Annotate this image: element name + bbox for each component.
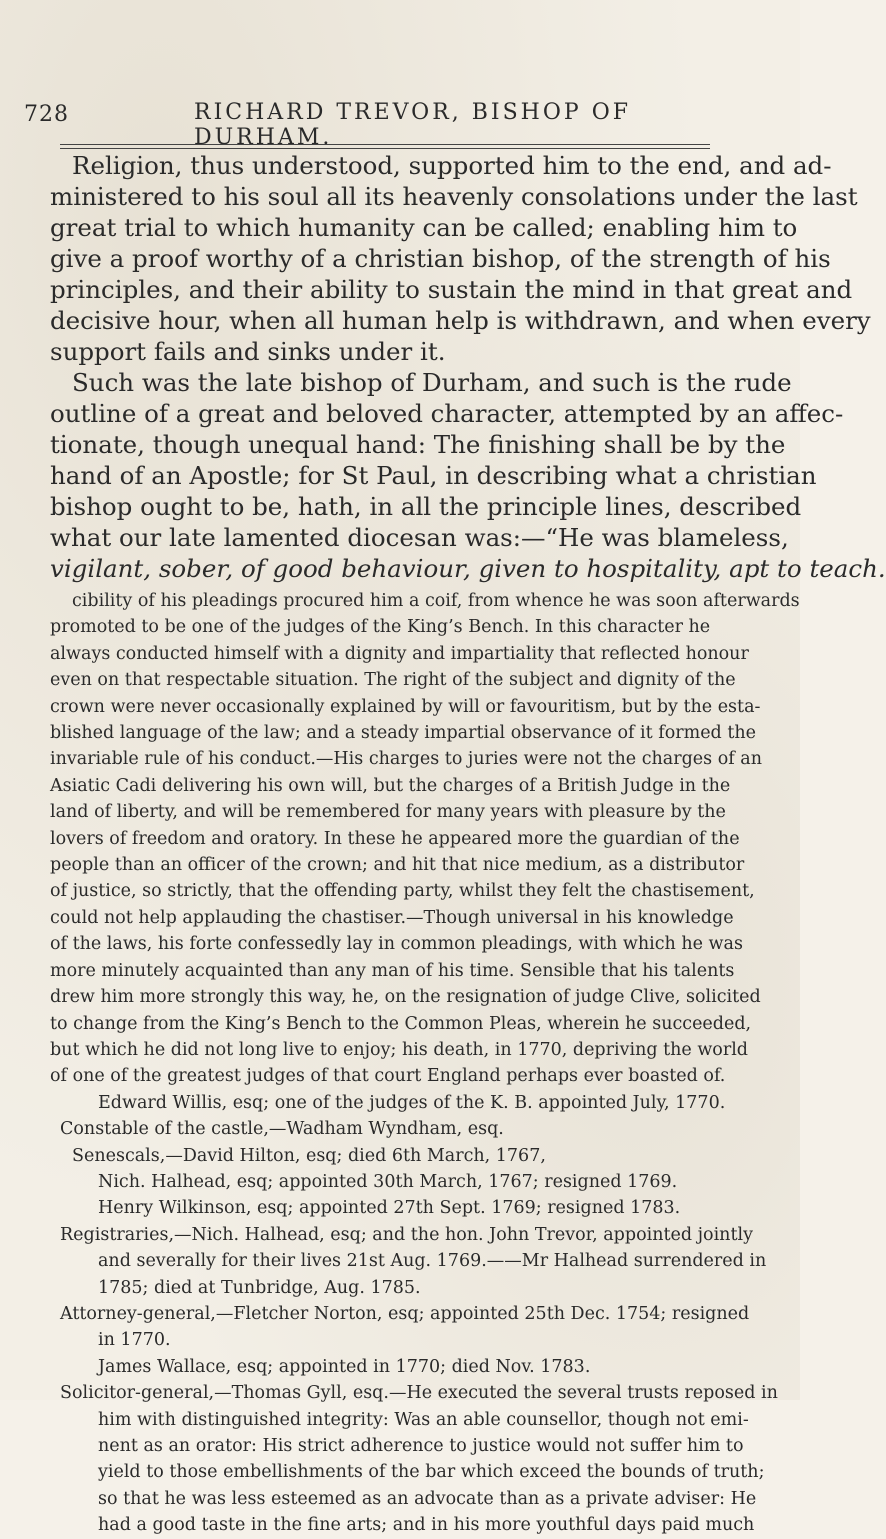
note-line: of the laws, his forte confessedly lay in common pleadings, with which he was	[50, 934, 743, 955]
note-line: land of liberty, and will be remembered for many years with pleasure by the	[50, 802, 726, 823]
note-line: Asiatic Cadi delivering his own will, but the charges of a British Judge in the	[50, 775, 731, 796]
body-line: bishop ought to be, hath, in all the principle lines, described	[50, 492, 802, 521]
body-line: Such was the late bishop of Durham, and such is the rude	[72, 368, 792, 397]
note-line: blished language of the law; and a steady impartial observance of it formed the	[50, 723, 756, 744]
note-line: had a good taste in the fine arts; and in his more youthful days paid much	[98, 1515, 755, 1536]
note-line: Henry Wilkinson, esq; appointed 27th Sept. 1769; resigned 1783.	[98, 1198, 681, 1219]
body-line: decisive hour, when all human help is withdrawn, and when every	[50, 306, 871, 335]
note-line: of justice, so strictly, that the offending party, whilst they felt the chastisement,	[50, 881, 755, 902]
body-line: ministered to his soul all its heavenly consolations under the last	[50, 182, 858, 211]
note-line: Nich. Halhead, esq; appointed 30th March, 1767; resigned 1769.	[98, 1171, 678, 1192]
page-body	[50, 150, 886, 1539]
note-line: of one of the greatest judges of that court England perhaps ever boasted of.	[50, 1066, 726, 1087]
body-line: hand of an Apostle; for St Paul, in describing what a christian	[50, 461, 817, 490]
note-line: Senescals,—David Hilton, esq; died 6th March, 1767,	[72, 1145, 546, 1166]
body-line: what our late lamented diocesan was:—“He was blameless,	[50, 523, 789, 552]
note-line: Registraries,—Nich. Halhead, esq; and the hon. John Trevor, appointed jointly	[60, 1224, 753, 1245]
note-line: in 1770.	[98, 1330, 171, 1351]
note-line: invariable rule of his conduct.—His charges to juries were not the charges of an	[50, 749, 762, 770]
note-line: more minutely acquainted than any man of his time. Sensible that his talents	[50, 960, 735, 981]
note-line: drew him more strongly this way, he, on the resignation of judge Clive, solicited	[50, 987, 761, 1008]
note-line: Attorney-general,—Fletcher Norton, esq; appointed 25th Dec. 1754; resigned	[60, 1303, 750, 1324]
body-line: principles, and their ability to sustain the mind in that great and	[50, 275, 853, 304]
body-line: Religion, thus understood, supported him to the end, and ad-	[72, 151, 832, 180]
note-line: nent as an orator: His strict adherence to justice would not suffer him to	[98, 1436, 744, 1456]
running-title: RICHARD TREVOR, BISHOP OF DURHAM.	[194, 100, 631, 150]
note-line: and severally for their lives 21st Aug. 1769.——Mr Halhead surrendered in	[98, 1251, 767, 1272]
note-line: Edward Willis, esq; one of the judges of the K. B. appointed July, 1770.	[98, 1092, 726, 1113]
page-number: 728	[24, 102, 69, 127]
note-line: lovers of freedom and oratory. In these he appeared more the guardian of the	[50, 828, 740, 849]
body-line: give a proof worthy of a christian bishop, of the strength of his	[50, 244, 831, 273]
note-line: to change from the King’s Bench to the Common Pleas, wherein he succeeded,	[50, 1013, 752, 1034]
note-line: promoted to be one of the judges of the King’s Bench. In this character he	[50, 617, 711, 638]
note-line: crown were never occasionally explained by will or favouritism, but by the esta-	[50, 696, 761, 717]
note-line: yield to those embellishments of the bar which exceed the bounds of truth;	[98, 1462, 765, 1483]
body-line: vigilant, sober, of good behaviour, given to hospitality, apt to teach.	[50, 554, 886, 583]
note-line: Solicitor-general,—Thomas Gyll, esq.—He executed the several trusts reposed in	[60, 1383, 778, 1404]
page-header	[24, 100, 764, 150]
note-line: could not help applauding the chastiser.—Though universal in his knowledge	[50, 907, 734, 928]
header-rule	[60, 144, 710, 149]
note-line: but which he did not long live to enjoy; his death, in 1770, depriving the world	[50, 1039, 749, 1060]
body-line: support fails and sinks under it.	[50, 337, 446, 366]
note-line: cibility of his pleadings procured him a coif, from whence he was soon afterwards	[72, 591, 800, 611]
note-line: so that he was less esteemed as an advocate than as a private adviser: He	[98, 1488, 757, 1509]
note-line: people than an officer of the crown; and hit that nice medium, as a distributor	[50, 855, 745, 876]
note-line: 1785; died at Tunbridge, Aug. 1785.	[98, 1277, 421, 1298]
note-line: Constable of the castle,—Wadham Wyndham, esq.	[60, 1119, 504, 1140]
note-line: even on that respectable situation. The right of the subject and dignity of the	[50, 670, 736, 691]
body-line: outline of a great and beloved character, attempted by an affec-	[50, 399, 844, 428]
body-line: great trial to which humanity can be called; enabling him to	[50, 213, 798, 242]
note-line: always conducted himself with a dignity and impartiality that reflected honour	[50, 643, 749, 664]
note-line: him with distinguished integrity: Was an able counsellor, though not emi-	[98, 1409, 749, 1430]
body-line: tionate, though unequal hand: The finishing shall be by the	[50, 430, 786, 459]
note-line: James Wallace, esq; appointed in 1770; died Nov. 1783.	[98, 1356, 591, 1377]
